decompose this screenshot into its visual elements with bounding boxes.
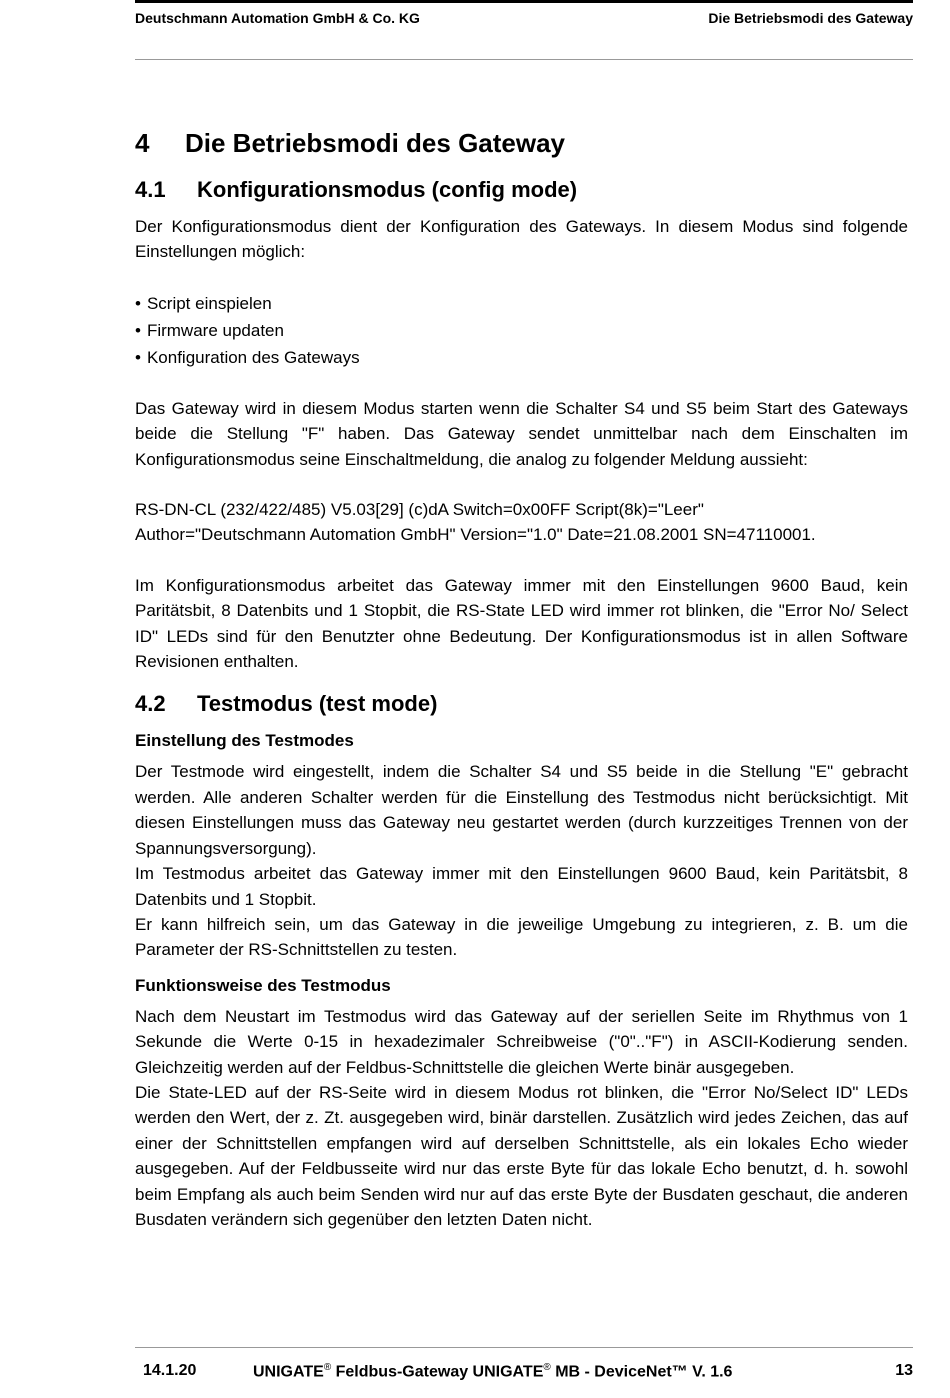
section-heading-config — [135, 174, 908, 206]
chapter-title: Die Betriebsmodi des Gateway — [185, 128, 566, 158]
subsection-heading: Einstellung des Testmodes — [135, 731, 354, 751]
section-title: Konfigurationsmodus (config mode) — [197, 177, 578, 202]
config-paragraph-settings: Im Konfigurationsmodus arbeitet das Gateway immer mit den Einstellungen 9600 Baud, kein Paritätsbit, 8 Datenbits und 1 Stopbit, die RS-State LED wird immer rot blinken, die "Error No/ Select ID" LEDs sind für den Benutzter ohne Bedeutung. Der Konfigurationsmodus ist in allen Software Revisionen enthalten. — [135, 575, 908, 672]
list-item: • Firmware updaten — [135, 317, 908, 344]
section-title: Testmodus (test mode) — [197, 691, 438, 717]
test-function-paragraph-1: Nach dem Neustart im Testmodus wird das Gateway auf der seriellen Seite im Rhythmus von 1 Sekunde die Werte 0-15 in hexadezimaler Schreibweise ("0".."F") in ASCII-Kodierung senden. Gleichzeitig werden auf der Feldbus-Schnittstelle die gleichen Werte binär ausgegeben. — [135, 1006, 908, 1077]
section-heading-test — [135, 688, 908, 720]
startup-message-line-1: RS-DN-CL (232/422/485) V5.03[29] (c)dA Switch=0x00FF Script(8k)="Leer" — [135, 500, 704, 520]
footer-product — [253, 1362, 732, 1381]
list-item: • Konfiguration des Gateways — [135, 344, 908, 371]
config-bullet-list — [135, 290, 908, 371]
chapter-heading — [135, 124, 908, 162]
page-header — [135, 0, 913, 59]
page-number: 13 — [895, 1362, 913, 1379]
footer-product-part3: MB - DeviceNet™ V. 1.6 — [550, 1363, 733, 1381]
registered-mark: ® — [543, 1362, 551, 1373]
header-company: Deutschmann Automation GmbH & Co. KG — [135, 10, 420, 26]
test-function-paragraph-2: Die State-LED auf der RS-Seite wird in diesem Modus rot blinken, die "Error No/Select ID" LEDs werden den Wert, der z. Zt. ausgegeben wird, binär darstellen. Zusätzlich wird jedes Zeichen, das auf einer der Schnittstellen empfangen wird auf derselben Schnittstelle, als ein lokales Echo wieder ausgegeben. Auf der Feldbusseite wird nur das erste Byte für das lokale Echo benutzt, d. h. sowohl beim Empfang als auch beim Senden wird nur auf das erste Byte der Busdaten geschaut, die anderen Busdaten verändern sich gegenüber den letzten Daten nicht. — [135, 1082, 908, 1229]
test-setting-paragraph-3: Er kann hilfreich sein, um das Gateway in die jeweilige Umgebung zu integrieren, z. B. um die Parameter der RS-Schnittstellen zu testen. — [135, 914, 908, 960]
section-number: 4.1 — [135, 177, 166, 202]
header-chapter: Die Betriebsmodi des Gateway — [708, 10, 913, 26]
list-item: • Script einspielen — [135, 290, 908, 317]
page-footer — [135, 1347, 913, 1381]
footer-product-part2: Feldbus-Gateway UNIGATE — [331, 1363, 544, 1381]
header-rule — [135, 59, 913, 60]
registered-mark: ® — [323, 1362, 332, 1373]
chapter-number: 4 — [135, 128, 150, 158]
config-intro: Der Konfigurationsmodus dient der Konfiguration des Gateways. In diesem Modus sind folgende Einstellungen möglich: — [135, 217, 908, 262]
page-content — [135, 124, 908, 1232]
footer-product-part1: UNIGATE — [253, 1363, 324, 1381]
subsection-heading: Funktionsweise des Testmodus — [135, 975, 391, 995]
startup-message-line-2: Author="Deutschmann Automation GmbH" Version="1.0" Date=21.08.2001 SN=47110001. — [135, 525, 816, 545]
test-setting-paragraph-1: Der Testmode wird eingestellt, indem die Schalter S4 und S5 beide in die Stellung "E" gebracht werden. Alle anderen Schalter werden für die Einstellung des Testmodus nicht berücksichtigt. Mit diesen Einstellungen muss das Gateway neu gestartet werden (durch kurzzeitiges Trennen von der Spannungsversorgung). — [135, 762, 908, 858]
section-number: 4.2 — [135, 691, 166, 717]
footer-date: 14.1.20 — [143, 1362, 197, 1379]
test-setting-paragraph-2: Im Testmodus arbeitet das Gateway immer mit den Einstellungen 9600 Baud, kein Paritätsbit, 8 Datenbits und 1 Stopbit. — [135, 864, 908, 909]
config-paragraph-start: Das Gateway wird in diesem Modus starten wenn die Schalter S4 und S5 beim Start des Gateways beide die Stellung "F" haben. Das Gateway sendet unmittelbar nach dem Einschalten im Konfigurationsmodus seine Einschaltmeldung, die analog zu folgender Meldung aussieht: — [135, 398, 908, 469]
